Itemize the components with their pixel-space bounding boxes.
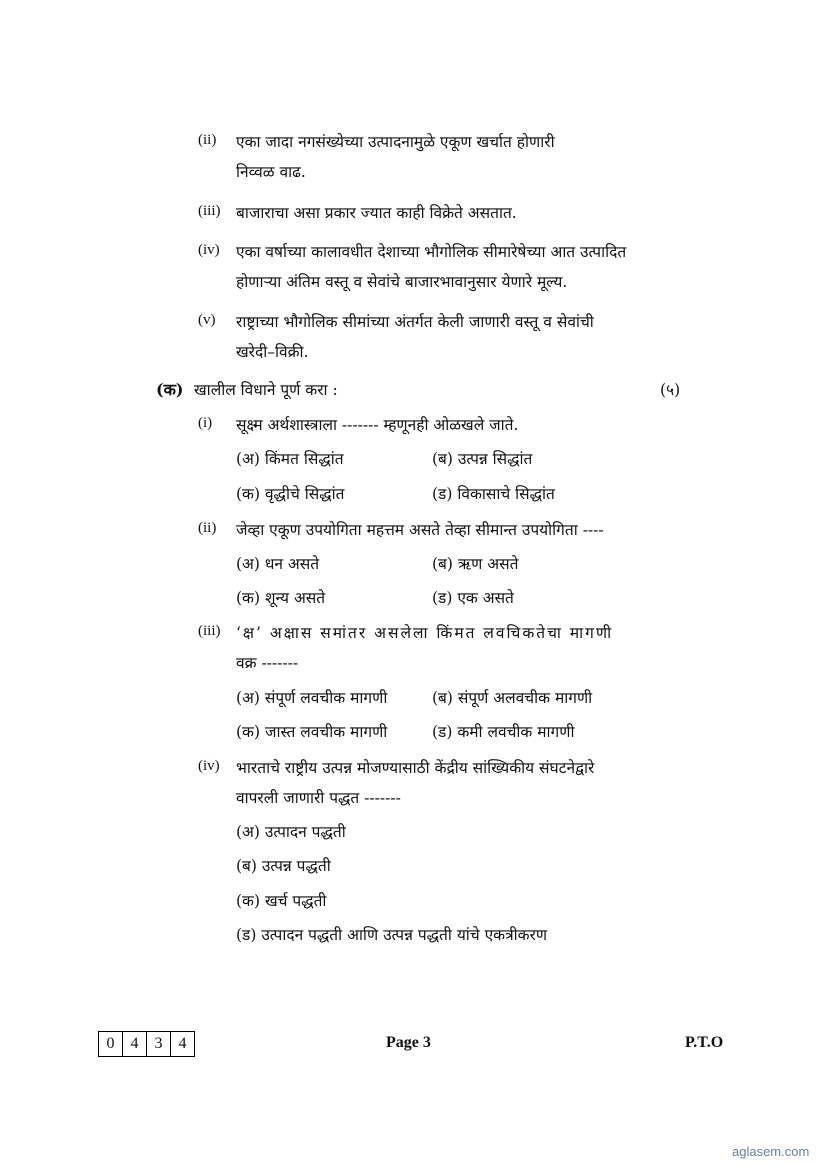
- definition-number: (v): [198, 312, 216, 328]
- option: [236, 720, 387, 742]
- option-letter: (क): [236, 485, 260, 503]
- code-digit: 3: [147, 1032, 171, 1056]
- section-label: (क): [156, 380, 184, 399]
- option-text: खर्च पद्धती: [264, 892, 327, 910]
- option-text: कमी लवचीक मागणी: [457, 723, 575, 741]
- option-text: जास्त लवचीक मागणी: [264, 723, 388, 741]
- definition-number: (ii): [198, 132, 217, 148]
- definition-line: होणाऱ्या अंतिम वस्तू व सेवांचे बाजारभावानुसार येणारे मूल्य.: [236, 273, 568, 291]
- option-text: शून्य असते: [264, 589, 326, 607]
- code-digit: 4: [123, 1032, 147, 1056]
- option-text: संपूर्ण अलवचीक मागणी: [457, 689, 593, 707]
- option: [432, 552, 518, 574]
- definition-number: (iii): [198, 203, 221, 219]
- option: [236, 482, 344, 504]
- option: [236, 586, 325, 608]
- option: [236, 686, 387, 708]
- option-letter: (क): [236, 589, 260, 607]
- question-number: (i): [198, 415, 213, 431]
- option-text: उत्पन्न सिद्धांत: [457, 450, 533, 468]
- option: [432, 482, 555, 504]
- question-text: जेव्हा एकूण उपयोगिता महत्तम असते तेव्हा सीमान्त उपयोगिता ----: [236, 521, 604, 539]
- paper-code-box: [98, 1031, 195, 1057]
- definition-line: निव्वळ वाढ.: [236, 163, 306, 181]
- definition-line: राष्ट्राच्या भौगोलिक सीमांच्या अंतर्गत केली जाणारी वस्तू व सेवांची: [236, 313, 594, 331]
- option: [236, 552, 319, 574]
- question-number: (iv): [198, 758, 220, 774]
- page-number: Page 3: [386, 1034, 431, 1051]
- option-letter: (ब): [432, 555, 453, 573]
- option-text: उत्पादन पद्धती: [264, 823, 346, 841]
- option-text: धन असते: [264, 555, 320, 573]
- question-text: वक्र -------: [236, 654, 299, 672]
- option-letter: (क): [236, 892, 260, 910]
- definition-number: (iv): [198, 242, 220, 258]
- option-text: किंमत सिद्धांत: [264, 450, 344, 468]
- option-text: विकासाचे सिद्धांत: [457, 485, 555, 503]
- option: [432, 447, 532, 469]
- option: [236, 889, 326, 911]
- option-letter: (ब): [432, 689, 453, 707]
- definition-line: बाजाराचा असा प्रकार ज्यात काही विक्रेते असतात.: [236, 204, 517, 222]
- option-letter: (अ): [236, 450, 260, 468]
- question-text: भारताचे राष्ट्रीय उत्पन्न मोजण्यासाठी केंद्रीय सांख्यिकीय संघटनेद्वारे: [236, 759, 595, 777]
- question-number: (iii): [198, 623, 221, 639]
- option-text: एक असते: [457, 589, 514, 607]
- option-letter: (क): [236, 723, 260, 741]
- option-letter: (ड): [432, 723, 453, 741]
- option-text: संपूर्ण लवचीक मागणी: [264, 689, 388, 707]
- question-text: वापरली जाणारी पद्धत -------: [236, 789, 401, 807]
- option-letter: (ब): [432, 450, 453, 468]
- option: [236, 923, 547, 945]
- section-marks: (५): [660, 381, 681, 399]
- option-text: वृद्धीचे सिद्धांत: [264, 485, 345, 503]
- option-letter: (ब): [236, 857, 257, 875]
- option: [236, 854, 331, 876]
- option: [236, 447, 344, 469]
- question-number: (ii): [198, 520, 217, 536]
- option-text: उत्पन्न पद्धती: [261, 857, 331, 875]
- code-digit: 4: [178, 1035, 187, 1052]
- option-text: उत्पादन पद्धती आणि उत्पन्न पद्धती यांचे एकत्रीकरण: [261, 926, 548, 944]
- definition-line: एका वर्षाच्या कालावधीत देशाच्या भौगोलिक सीमारेषेच्या आत उत्पादित: [236, 243, 627, 261]
- option-letter: (ड): [236, 926, 257, 944]
- question-text: ‘क्ष’ अक्षास समांतर असलेला किंमत लवचिकतेचा मागणी: [236, 624, 614, 642]
- question-text: सूक्ष्म अर्थशास्त्राला ------- म्हणूनही ओळखले जाते.: [236, 416, 519, 434]
- option-letter: (ड): [432, 485, 453, 503]
- option-letter: (ड): [432, 589, 453, 607]
- option-letter: (अ): [236, 555, 260, 573]
- definition-line: खरेदी–विक्री.: [236, 343, 309, 361]
- section-title: खालील विधाने पूर्ण करा :: [194, 381, 338, 399]
- code-digit: 0: [99, 1032, 123, 1056]
- option: [432, 686, 592, 708]
- option-letter: (अ): [236, 823, 260, 841]
- watermark: aglasem.com: [732, 1144, 810, 1159]
- option: [432, 720, 575, 742]
- option: [236, 820, 346, 842]
- option: [432, 586, 514, 608]
- pto-label: P.T.O: [685, 1034, 724, 1051]
- definition-line: एका जादा नगसंख्येच्या उत्पादनामुळे एकूण खर्चात होणारी: [236, 133, 555, 151]
- option-text: ऋण असते: [457, 555, 519, 573]
- option-letter: (अ): [236, 689, 260, 707]
